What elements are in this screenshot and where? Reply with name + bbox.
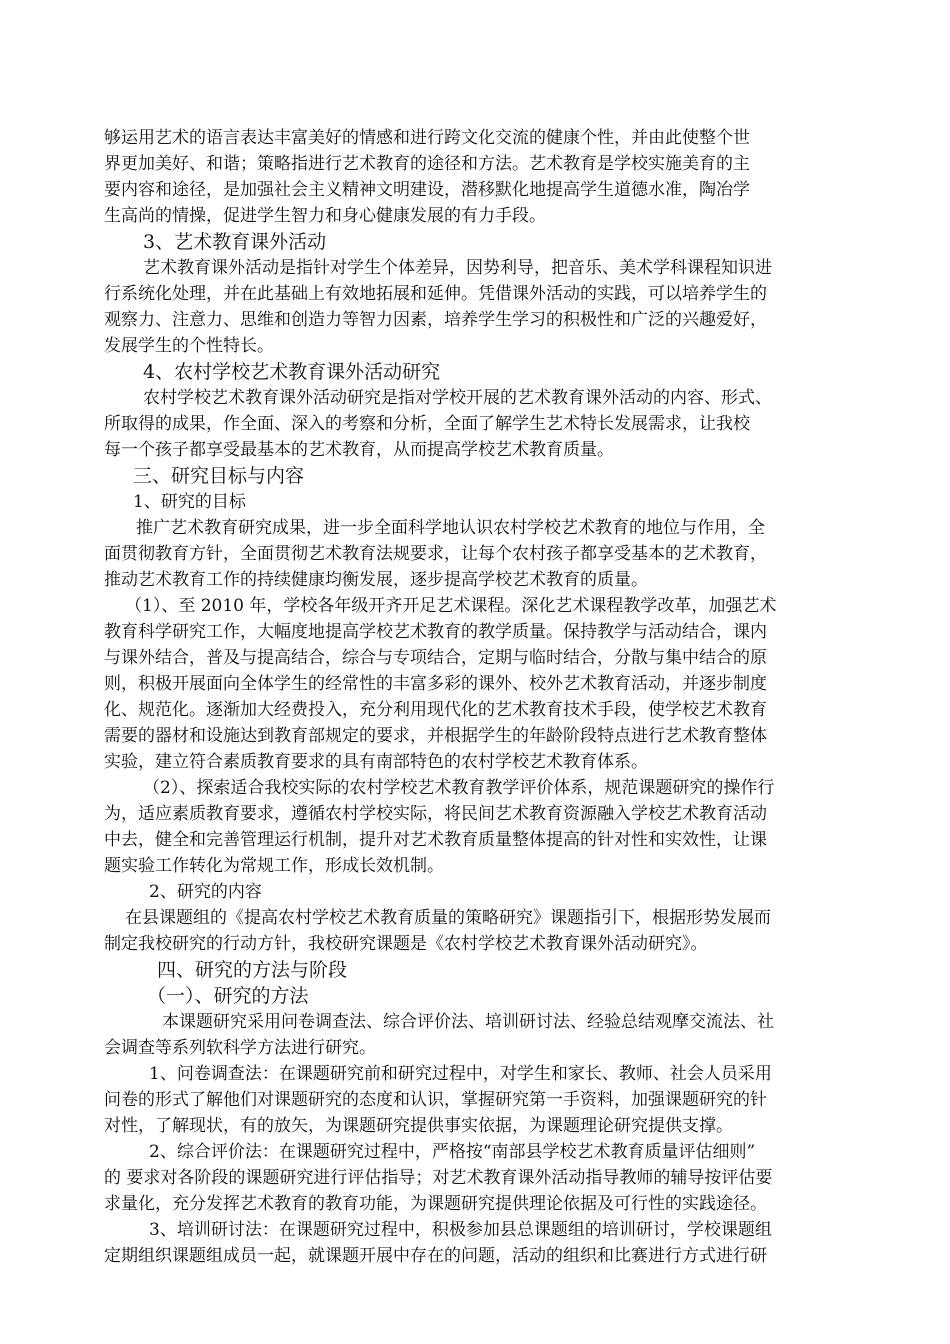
text-line: 定期组织课题组成员一起，就课题开展中存在的问题，活动的组织和比赛进行方式进行研 — [104, 1246, 767, 1266]
text-line: 农村学校艺术教育课外活动研究是指对学校开展的艺术教育课外活动的内容、形式、 — [143, 388, 772, 408]
text-line: 面贯彻教育方针，全面贯彻艺术教育法规要求，让每个农村孩子都享受基本的艺术教育， — [104, 544, 767, 564]
text-line: 推动艺术教育工作的持续健康均衡发展，逐步提高学校艺术教育的质量。 — [104, 570, 648, 590]
subsection-heading: （一）、研究的方法 — [147, 985, 309, 1007]
text-line: 每一个孩子都享受最基本的艺术教育，从而提高学校艺术教育质量。 — [104, 440, 614, 460]
text-line: 发展学生的个性特长。 — [104, 336, 274, 356]
subsection-heading: 2、研究的内容 — [149, 882, 262, 902]
text-line: 推广艺术教育研究成果，进一步全面科学地认识农村学校艺术教育的地位与作用，全 — [136, 518, 765, 538]
text-line: 够运用艺术的语言表达丰富美好的情感和进行跨文化交流的健康个性，并由此使整个世 — [104, 128, 750, 148]
text-line: 要内容和途径，是加强社会主义精神文明建设，潜移默化地提高学生道德水准，陶冶学 — [104, 180, 750, 200]
text-line: 与课外结合，普及与提高结合，综合与专项结合，定期与临时结合，分散与集中结合的原 — [104, 648, 767, 668]
text-line: 界更加美好、和谐；策略指进行艺术教育的途径和方法。艺术教育是学校实施美育的主 — [104, 154, 750, 174]
text-line: 观察力、注意力、思维和创造力等智力因素，培养学生学习的积极性和广泛的兴趣爱好， — [104, 310, 767, 330]
text-line: 对性，了解现状，有的放矢，为课题研究提供事实依据，为课题理论研究提供支撑。 — [104, 1116, 733, 1136]
text-line: 行系统化处理，并在此基础上有效地拓展和延伸。凭借课外活动的实践，可以培养学生的 — [104, 284, 767, 304]
text-line: 求量化，充分发挥艺术教育的教育功能，为课题研究提供理论依据及可行性的实践途径。 — [104, 1194, 767, 1214]
text-line: 生高尚的情操，促进学生智力和身心健康发展的有力手段。 — [104, 206, 546, 226]
text-line: 制定我校研究的行动方针，我校研究课题是《农村学校艺术教育课外活动研究》。 — [104, 934, 708, 954]
text-line: （2）、探索适合我校实际的农村学校艺术教育教学评价体系，规范课题研究的操作行 — [143, 778, 775, 798]
text-line: 3、培训研讨法：在课题研究过程中，积极参加县总课题组的培训研讨，学校课题组 — [149, 1220, 772, 1240]
text-line: 本课题研究采用问卷调查法、综合评价法、培训研讨法、经验总结观摩交流法、社 — [162, 1012, 774, 1032]
text-line: 实验，建立符合素质教育要求的具有南部特色的农村学校艺术教育体系。 — [104, 752, 648, 772]
text-line: 所取得的成果，作全面、深入的考察和分析，全面了解学生艺术特长发展需求，让我校 — [104, 414, 750, 434]
text-line: 的 要求对各阶段的课题研究进行评估指导；对艺术教育课外活动指导教师的辅导按评估要 — [104, 1168, 773, 1188]
text-line: 会调查等系列软科学方法进行研究。 — [104, 1038, 376, 1058]
section-heading: 四、研究的方法与阶段 — [157, 959, 348, 981]
text-line: 艺术教育课外活动是指针对学生个体差异，因势利导，把音乐、美术学科课程知识进 — [143, 258, 772, 278]
text-line: 2、综合评价法：在课题研究过程中，严格按“南部县学校艺术教育质量评估细则” — [149, 1142, 756, 1162]
text-line: 问卷的形式了解他们对课题研究的态度和认识，掌握研究第一手资料，加强课题研究的针 — [104, 1090, 767, 1110]
section-heading: 三、研究目标与内容 — [133, 465, 305, 487]
subsection-heading: 1、研究的目标 — [133, 492, 246, 512]
text-line: 化、规范化。逐渐加大经费投入，充分利用现代化的艺术教育技术手段，使学校艺术教育 — [104, 700, 767, 720]
text-line: 则，积极开展面向全体学生的经常性的丰富多彩的课外、校外艺术教育活动，并逐步制度 — [104, 674, 767, 694]
section-heading: 3、艺术教育课外活动 — [143, 231, 327, 253]
section-heading: 4、农村学校艺术教育课外活动研究 — [143, 361, 441, 383]
text-line: 需要的器材和设施达到教育部规定的要求，并根据学生的年龄阶段特点进行艺术教育整体 — [104, 726, 767, 746]
text-line: 题实验工作转化为常规工作，形成长效机制。 — [104, 856, 444, 876]
text-line: 为，适应素质教育要求，遵循农村学校实际，将民间艺术教育资源融入学校艺术教育活动 — [104, 804, 767, 824]
text-line: 在县课题组的《提高农村学校艺术教育质量的策略研究》课题指引下，根据形势发展而 — [125, 908, 771, 928]
text-line: 教育科学研究工作，大幅度地提高学校艺术教育的教学质量。保持教学与活动结合，课内 — [104, 622, 767, 642]
text-line: （1）、至 2010 年，学校各年级开齐开足艺术课程。深化艺术课程教学改革，加强艺术 — [125, 596, 777, 616]
text-line: 中去，健全和完善管理运行机制，提升对艺术教育质量整体提高的针对性和实效性，让课 — [104, 830, 767, 850]
text-line: 1、问卷调查法：在课题研究前和研究过程中，对学生和家长、教师、社会人员采用 — [149, 1064, 772, 1084]
